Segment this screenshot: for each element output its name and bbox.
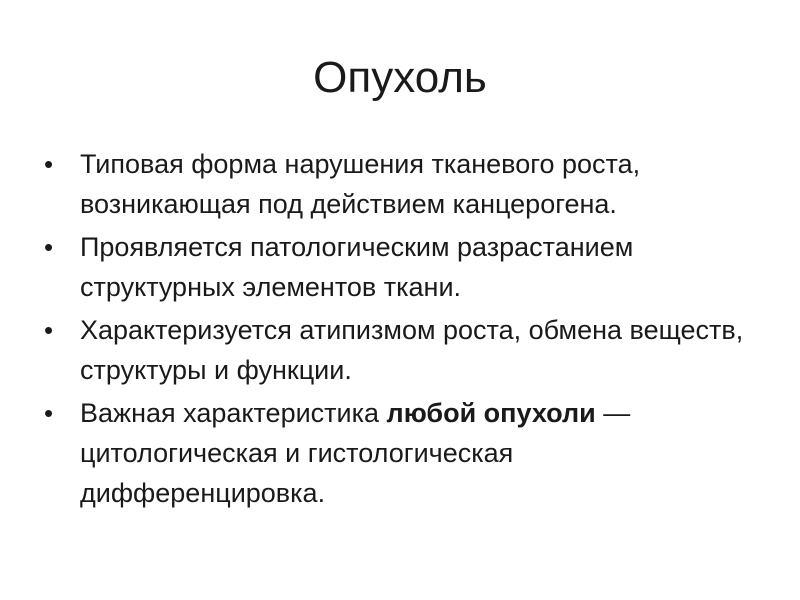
bullet-marker: • bbox=[44, 149, 54, 179]
bullet-marker: • bbox=[44, 232, 54, 262]
bullet-marker: • bbox=[44, 315, 54, 345]
bullet-list bbox=[44, 144, 744, 516]
bullet-text: Характеризуется атипизмом роста, обмена веществ, структуры и функции. bbox=[80, 315, 744, 385]
bullet-text-after: — цитологическая и гистологическая дифференцировка. bbox=[80, 398, 631, 508]
bullet-item bbox=[44, 393, 744, 513]
bullet-text: Типовая форма нарушения тканевого роста, возникающая под действием канцерогена. bbox=[80, 149, 641, 219]
bullet-item bbox=[44, 144, 744, 224]
bullet-text-bold: любой опухоли bbox=[386, 398, 596, 428]
bullet-marker: • bbox=[44, 398, 54, 428]
bullet-item bbox=[44, 227, 744, 307]
slide-title: Опухоль bbox=[313, 53, 487, 102]
bullet-text-before: Важная характеристика bbox=[80, 398, 387, 428]
bullet-item bbox=[44, 310, 744, 390]
bullet-text: Проявляется патологическим разрастанием структурных элементов ткани. bbox=[80, 232, 634, 302]
